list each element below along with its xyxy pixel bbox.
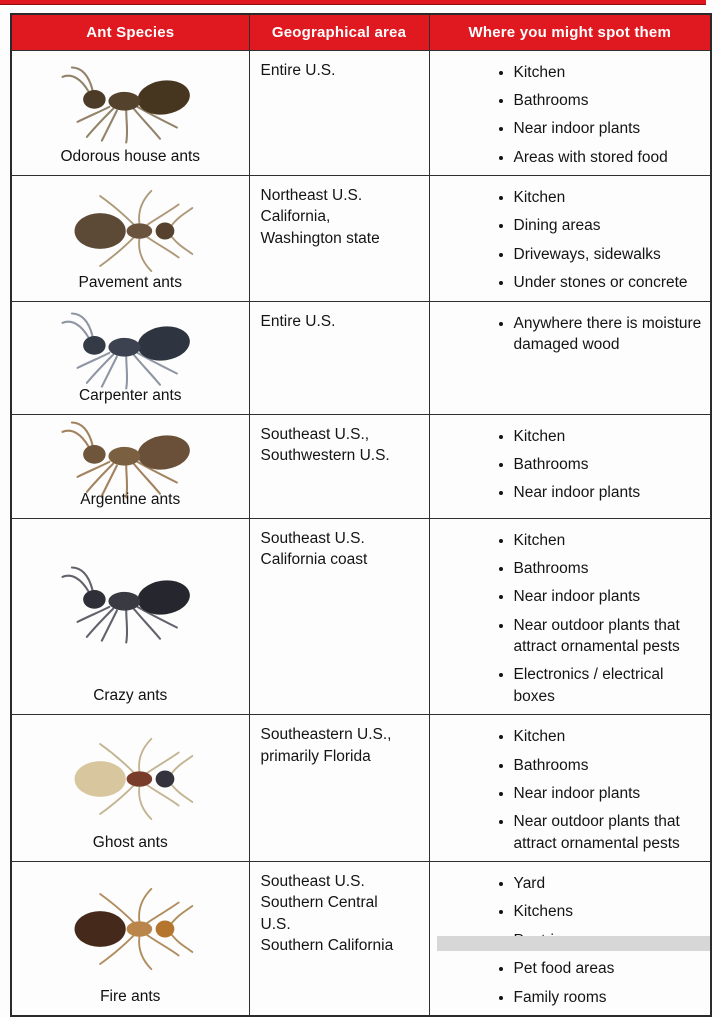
geographical-area-text — [261, 60, 423, 81]
table-row — [11, 715, 711, 862]
species-name: Crazy ants — [93, 687, 168, 705]
spot-list — [430, 62, 711, 169]
ant-species-table — [10, 13, 712, 1017]
ghost-ant-icon — [66, 732, 194, 826]
spot-item: • Near indoor plants — [514, 586, 707, 607]
species-name: Ghost ants — [92, 834, 168, 851]
spot-item: • Driveways, sidewalks — [514, 244, 707, 265]
geographical-area-text — [261, 311, 423, 332]
header-ant-species: Ant Species — [11, 14, 249, 50]
spot-list — [430, 726, 711, 854]
carpenter-ant-icon — [55, 306, 205, 396]
spot-item: • Kitchen — [514, 187, 707, 208]
ant-image — [55, 60, 205, 150]
spot-item: • Kitchen — [514, 530, 707, 551]
species-name: Carpenter ants — [78, 386, 182, 404]
spot-item: • Near indoor plants — [514, 783, 707, 804]
spot-item: • Near indoor plants — [514, 118, 707, 139]
species-cell — [11, 301, 249, 414]
spot-item: • Bathrooms — [514, 755, 707, 776]
species-name: Odorous house ants — [60, 148, 201, 165]
geographical-area-text — [261, 185, 423, 249]
geographical-area-cell — [249, 715, 429, 862]
species-name: Pavement ants — [78, 273, 182, 291]
table-row — [11, 518, 711, 715]
odorous-house-ant-icon — [55, 60, 205, 150]
geographical-area-cell — [249, 862, 429, 1016]
geo-line: Southeast U.S. — [260, 529, 365, 547]
species-name: Argentine ants — [80, 490, 181, 508]
geographical-area-cell — [249, 176, 429, 302]
geo-line: California coast — [260, 550, 368, 568]
species-cell — [11, 862, 249, 1016]
geo-line: Entire U.S. — [260, 61, 336, 79]
top-red-strip — [0, 0, 706, 5]
ant-image — [55, 560, 205, 650]
bottom-shadow-strip — [437, 936, 710, 951]
crazy-ant-icon — [55, 560, 205, 650]
geo-line: Southeast U.S., — [260, 425, 370, 443]
spot-item: • Kitchen — [514, 62, 707, 83]
spot-item: • Near outdoor plants that attract ornamental pests — [514, 615, 707, 658]
geographical-area-text — [261, 424, 423, 467]
spot-item: • Electronics / electrical boxes — [514, 664, 707, 707]
spot-item: • Areas with stored food — [514, 147, 707, 168]
geo-line: Southeast U.S. — [260, 873, 365, 890]
spot-item: • Under stones or concrete — [514, 272, 707, 293]
spot-item: • Near outdoor plants that attract ornamental pests — [514, 811, 707, 854]
species-cell — [11, 518, 249, 715]
pavement-ant-icon — [66, 184, 194, 278]
geo-line: Southwestern U.S. — [260, 446, 390, 464]
spot-item: • Near indoor plants — [514, 482, 707, 503]
spot-list — [430, 426, 711, 504]
fire-ant-icon — [66, 882, 194, 976]
table-row — [11, 176, 711, 302]
species-cell — [11, 50, 249, 176]
geo-line: primarily Florida — [260, 747, 371, 765]
geo-line: Southern Central — [260, 894, 378, 912]
table-row — [11, 414, 711, 518]
geographical-area-cell — [249, 50, 429, 176]
ant-image — [55, 306, 205, 396]
spot-item: • Family rooms — [514, 987, 707, 1008]
geo-line: Southern California — [260, 937, 394, 955]
spot-item: • Kitchens — [514, 901, 707, 922]
spots-cell — [429, 414, 711, 518]
spot-item: • Pet food areas — [514, 958, 707, 979]
spot-item: • Kitchen — [514, 426, 707, 447]
ant-image — [66, 184, 194, 278]
geo-line: Southeastern U.S., — [260, 726, 392, 744]
spot-item: • Dining areas — [514, 215, 707, 236]
table-row — [11, 50, 711, 176]
spot-item: • Kitchen — [514, 726, 707, 747]
header-where-you-might-spot-them: Where you might spot them — [429, 14, 711, 50]
spot-item: • Bathrooms — [514, 454, 707, 475]
geographical-area-cell — [249, 518, 429, 715]
spot-list — [430, 313, 711, 356]
spot-list — [430, 530, 711, 708]
table-body — [11, 50, 711, 1016]
species-cell — [11, 176, 249, 302]
geographical-area-text — [261, 724, 423, 767]
table-row — [11, 301, 711, 414]
species-cell — [11, 414, 249, 518]
spots-cell — [429, 50, 711, 176]
spot-item: • Anywhere there is moisture damaged wood — [514, 313, 707, 356]
spot-item: • Yard — [514, 873, 707, 894]
geo-line: U.S. — [260, 915, 291, 933]
spots-cell — [429, 301, 711, 414]
ant-image — [66, 882, 194, 976]
spot-item: • Bathrooms — [514, 90, 707, 111]
geo-line: Washington state — [260, 229, 380, 247]
geo-line: Northeast U.S. — [260, 187, 363, 204]
spots-cell — [429, 176, 711, 302]
ant-image — [66, 732, 194, 826]
geographical-area-text — [261, 528, 423, 571]
spot-item: • Bathrooms — [514, 558, 707, 579]
geographical-area-cell — [249, 414, 429, 518]
spots-cell — [429, 518, 711, 715]
geographical-area-text — [261, 871, 423, 957]
table-header-row — [11, 14, 711, 50]
geo-line: California, — [260, 208, 331, 226]
spots-cell — [429, 715, 711, 862]
species-name: Fire ants — [100, 987, 161, 1005]
header-geographical-area: Geographical area — [249, 14, 429, 50]
geographical-area-cell — [249, 301, 429, 414]
geo-line: Entire U.S. — [260, 312, 336, 330]
species-cell — [11, 715, 249, 862]
spot-list — [430, 187, 711, 294]
